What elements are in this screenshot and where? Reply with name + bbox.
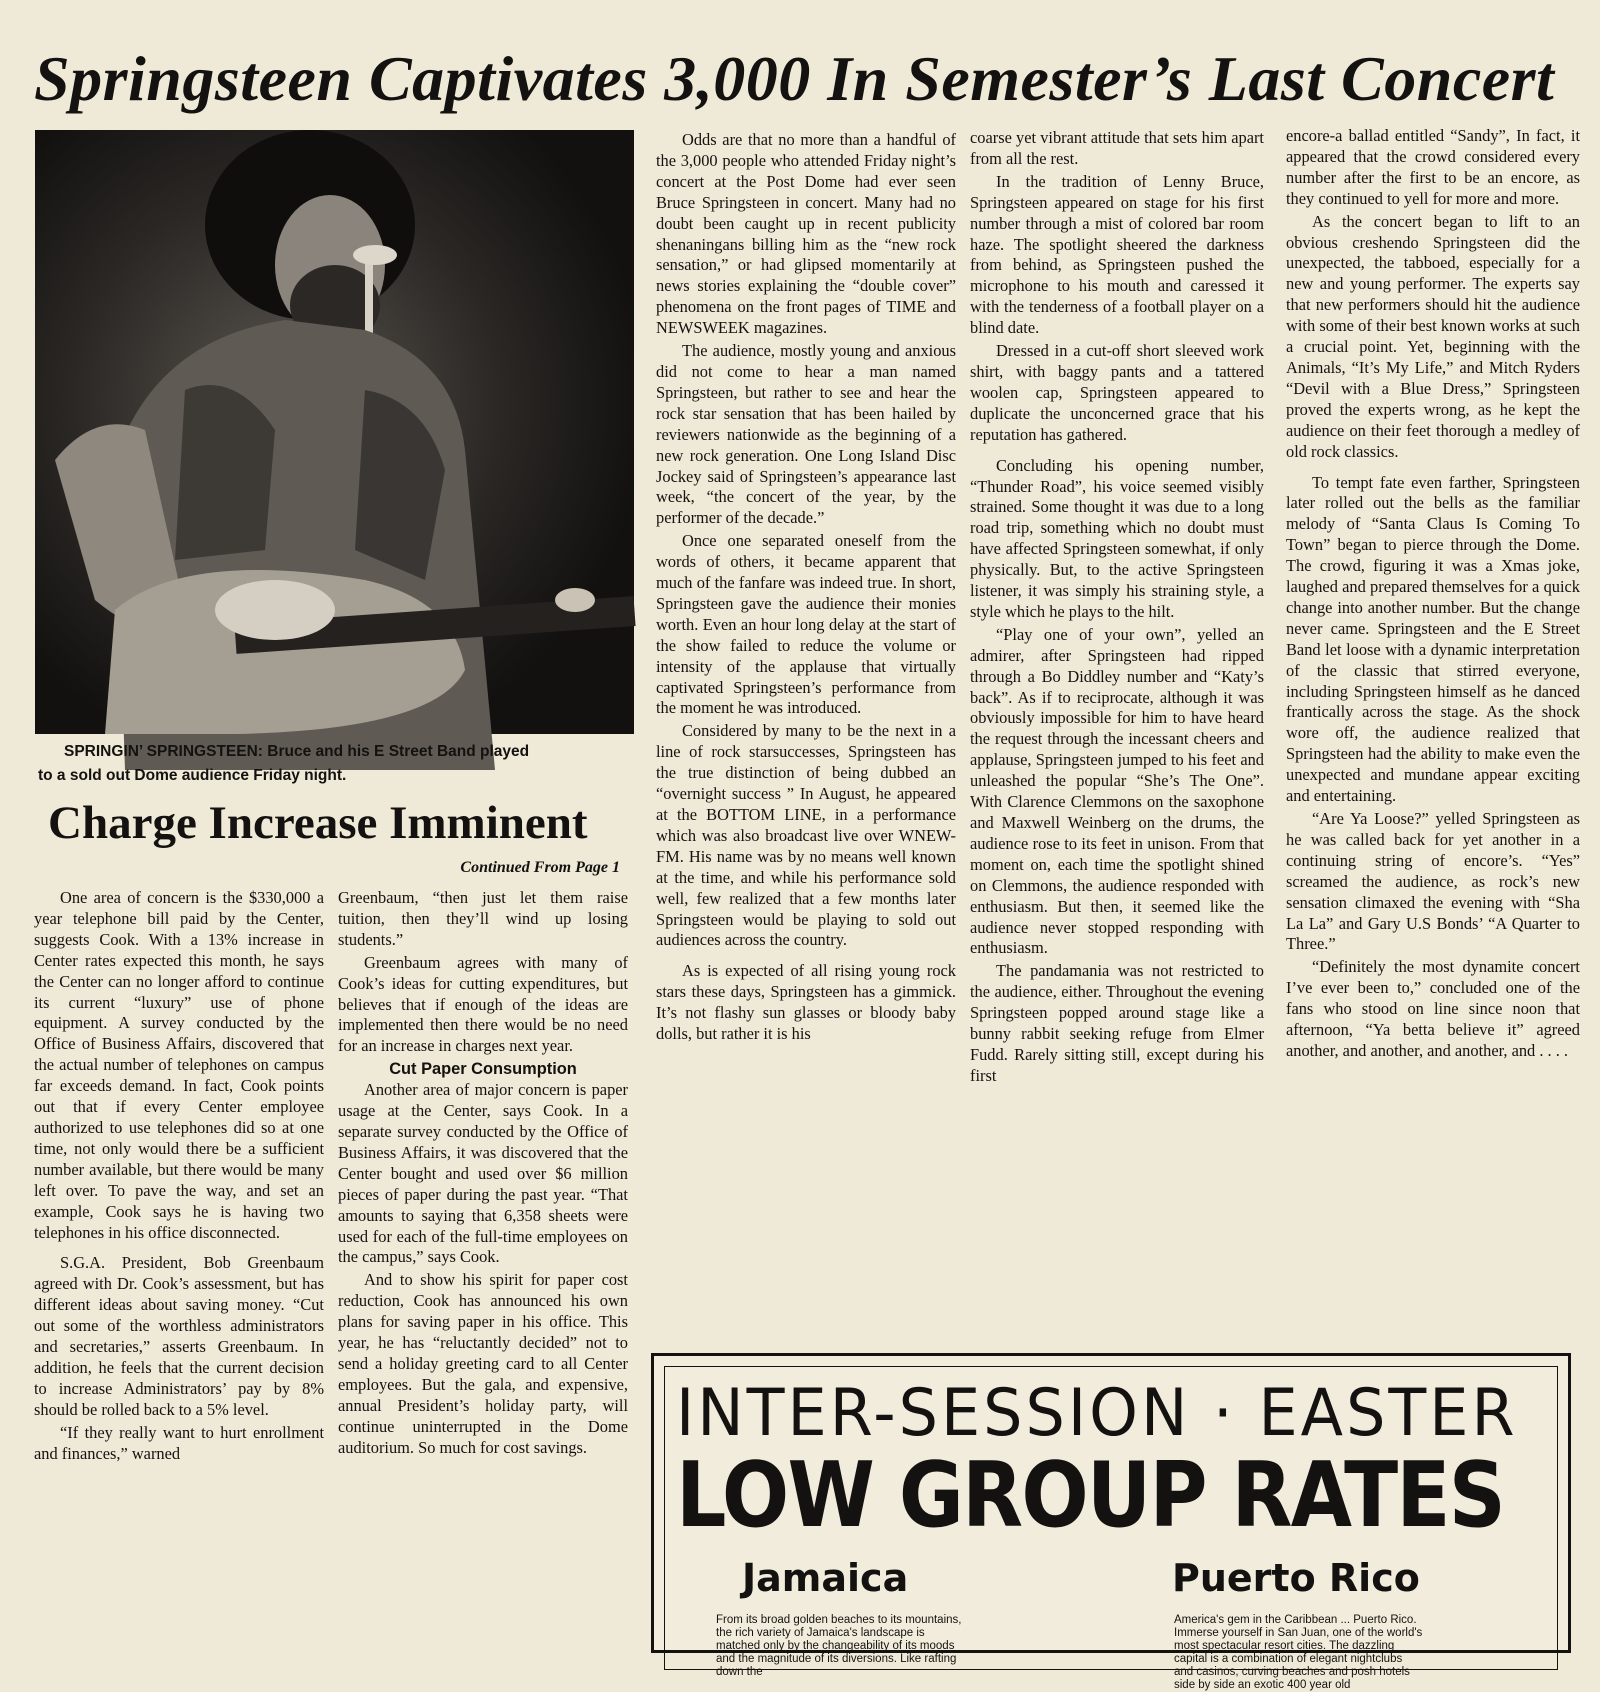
paragraph: “Are Ya Loose?” yelled Springsteen as he was called back for yet another in a continuing string of encore’s. “Yes” screamed the audience, as rock’s new sensation climaxed the evening with “Sha La La” and Gary U.S Bonds’ “A Quarter to Three.” [1286,809,1580,954]
paragraph: The pandamania was not restricted to the audience, either. Throughout the evening Springsteen popped around stage like a bunny rabbit seeking refuge from Elmer Fudd. Rarely sitting still, except during his first [970,961,1264,1085]
paragraph: “Definitely the most dynamite concert I’ve ever been to,” concluded one of the fans who stood on line since noon that afternoon, “Ya betta believe it” agreed another, and another, and another, and . . . . [1286,957,1580,1060]
paragraph: Considered by many to be the next in a line of rock starsuccesses, Springsteen has the true distinction of being dubbed an “overnight success ” In August, he appeared at the BOTTOM LINE, in a performance which was also broadcast live over WNEW-FM. His name was by no means well known at the time, and while his performance sold well, few realized that a few months later Springsteen would be playing to sold out audiences across the country. [656,721,956,950]
subheading: Cut Paper Consumption [389,1060,577,1079]
paragraph: Once one separated oneself from the words of others, it became apparent that much of the fanfare was indeed true. In short, Springsteen gave the audience their monies worth. Even an hour long delay at the start of the show failed to reduce the volume or intensity of the applause that virtually captivated Springsteen’s performance from the moment he was introduced. [656,531,956,718]
article-column-2 [970,128,1264,1335]
paragraph: One area of concern is the $330,000 a year telephone bill paid by the Center, suggests Cook. With a 13% increase in Center rates expected this month, he says the Center can no longer afford to continue its current “luxury” use of phone equipment. A survey conducted by the Office of Business Affairs, discovered that the actual number of telephones on campus far exceeds demand. In fact, Cook points out that if every Center employee authorized to use telephones did so at one time, not only would there be a sufficient number available, but there would be many left over. To pave the way, and set an example, Cook says he is having two telephones in his office disconnected. [34,888,324,1242]
travel-advertisement [651,1353,1571,1691]
paragraph: To tempt fate even farther, Springsteen later rolled out the bells as the familiar melody of “Santa Claus Is Coming To Town” began to pierce through the Dome. The crowd, figuring it was a Xmas joke, laughed and prepared themselves for a quick change into another number. But the change never came. Springsteen and the E Street Band let loose with a dynamic interpretation of the classic that stirred everyone, including Springsteen himself as he danced frantically across the stage. As the shock wore off, the audience realized that Springsteen had the ability to make even the unexpected and mundane appear exciting and entertaining. [1286,472,1580,806]
ad-right-copy: America's gem in the Caribbean ... Puerto Rico. Immerse yourself in San Juan, one of the world's most spectacular resort cities. The dazzling capital is a combination of elegant nightclubs and casinos, curving beaches and posh hotels side by side an exotic 400 year old [1174,1614,1423,1691]
paragraph: As the concert began to lift to an obvious creshendo Springsteen did the unexpected, the tabboed, especially for a new and young performer. The experts say that new performers should hit the audience with some of their best known works at such a crucial point. Yet, beginning with the Animals, “It’s My Life,” and Mitch Ryders “Devil with a Blue Dress,” Springsteen proved the experts wrong, as he kept the audience on their feet thorough a medley of old rock classics. [1286,211,1580,461]
paragraph: Dressed in a cut-off short sleeved work shirt, with baggy pants and a tattered woolen cap, Springsteen appeared to duplicate the unconcerned grace that his reputation has gathered. [970,341,1264,444]
paragraph: “If they really want to hurt enrollment and finances,” warned [34,1422,324,1463]
caption-lead: SPRINGIN’ SPRINGSTEEN: Bruce and his E Street Band played [64,743,530,760]
continued-note: Continued From Page 1 [460,859,620,876]
paragraph: Greenbaum, “then just let them raise tuition, then they’ll wind up losing students.” [338,888,628,949]
concert-photo [35,130,634,734]
sidebar-headline: Charge Increase Imminent [48,797,588,849]
paragraph: And to show his spirit for paper cost reduction, Cook has announced his own plans for saving paper in his office. This year, he has “reluctantly decided” not to send a holiday greeting card to all Center employees. But the gala, and expensive, annual President’s holiday party, will continue uninterrupted in the Dome auditorium. So much for cost savings. [338,1270,628,1457]
ad-left-destination: Jamaica [742,1556,909,1600]
article-column-3 [1286,126,1580,1336]
ad-line-2: LOW GROUP RATES [676,1443,1505,1548]
ad-left-copy: From its broad golden beaches to its mountains, the rich variety of Jamaica's landscape is matched only by the changeability of its moods and the magnitude of its diversions. Like rafting down the [716,1614,962,1678]
article-column-1 [656,130,956,1335]
ad-line-1: INTER-SESSION · EASTER [676,1374,1518,1451]
paragraph: As is expected of all rising young rock stars these days, Springsteen has a gimmick. It’s not flashy sun glasses or bloody baby dolls, but rather it is his [656,961,956,1044]
paragraph: coarse yet vibrant attitude that sets him apart from all the rest. [970,128,1264,168]
paragraph: Greenbaum agrees with many of Cook’s ideas for cutting expenditures, but believes that if enough of the ideas are implemented then there would be no need for an increase in charges next year. [338,952,628,1056]
ad-right-destination: Puerto Rico [1172,1556,1420,1600]
paragraph: encore-a ballad entitled “Sandy”, In fact, it appeared that the crowd considered every number after the first to be an encore, as they continued to yell for more and more. [1286,126,1580,208]
paragraph: Odds are that no more than a handful of the 3,000 people who attended Friday night’s concert at the Post Dome had ever seen Bruce Springsteen in concert. Many had no doubt been caught up in recent publicity shenaningans billing him as the “new rock sensation,” or had glipsed momentarily at news stories explaining the “double cover” phenomena on the front pages of TIME and NEWSWEEK magazines. [656,130,956,338]
paragraph: The audience, mostly young and anxious did not come to hear a man named Springsteen, but rather to see and hear the rock star sensation that has been hailed by reviewers nationwide as the beginning of a new rock generation. One Long Island Disc Jockey said of Springsteen’s appearance last week, “the concert of the year, by the performer of the decade.” [656,341,956,528]
caption-rest: to a sold out Dome audience Friday night. [38,767,347,784]
paragraph: S.G.A. President, Bob Greenbaum agreed with Dr. Cook’s assessment, but has different ideas about saving money. “Cut out some of the worthless administrators and secretaries,” asserts Greenbaum. In addition, he feels that the current decision to increase Administrators’ pay by 8% should be rolled back to a 5% level. [34,1253,324,1419]
photo-caption [38,740,638,788]
page-headline: Springsteen Captivates 3,000 In Semester’s Last Concert [34,43,1555,114]
paragraph: In the tradition of Lenny Bruce, Springsteen appeared on stage for his first number through a mist of colored bar room haze. The spotlight sheered the darkness from behind, as Springsteen pushed the microphone to his mouth and caressed it with the tenderness of a football player on a blind date. [970,171,1264,338]
paragraph: “Play one of your own”, yelled an admirer, after Springsteen had ripped through a Bo Diddley number and “Katy’s back”. As if to reciprocate, although it was obviously impossible for him to have heard the request through the incessant cheers and applause, Springsteen jumped to his feet and unleashed the popular “She’s The One”. With Clarence Clemmons on the saxophone and Maxwell Weinberg on the drums, the audience rose to its feet in unison. From that moment on, each time the spotlight shined on Clemmons, the audience responded with enthusiasm. But then, it seemed like the audience never stopped responding with enthusiasm. [970,624,1264,958]
paragraph: Concluding his opening number, “Thunder Road”, his voice seemed visibly strained. Some thought it was due to a long road trip, something which no doubt must have affected Springsteen somewhat, if only physically. But, to the active Springsteen listener, it was simply his straining style, a style which he plays to the hilt. [970,455,1264,621]
sidebar-column-1 [34,888,324,1628]
sidebar-column-2 [338,888,628,1628]
paragraph: Another area of major concern is paper usage at the Center, says Cook. In a separate survey conducted by the Office of Business Affairs, it was discovered that the Center bought and used over $6 million pieces of paper during the past year. “That amounts to saying that 6,358 sheets were used for each of the full-time employees on the campus,” says Cook. [338,1080,628,1267]
